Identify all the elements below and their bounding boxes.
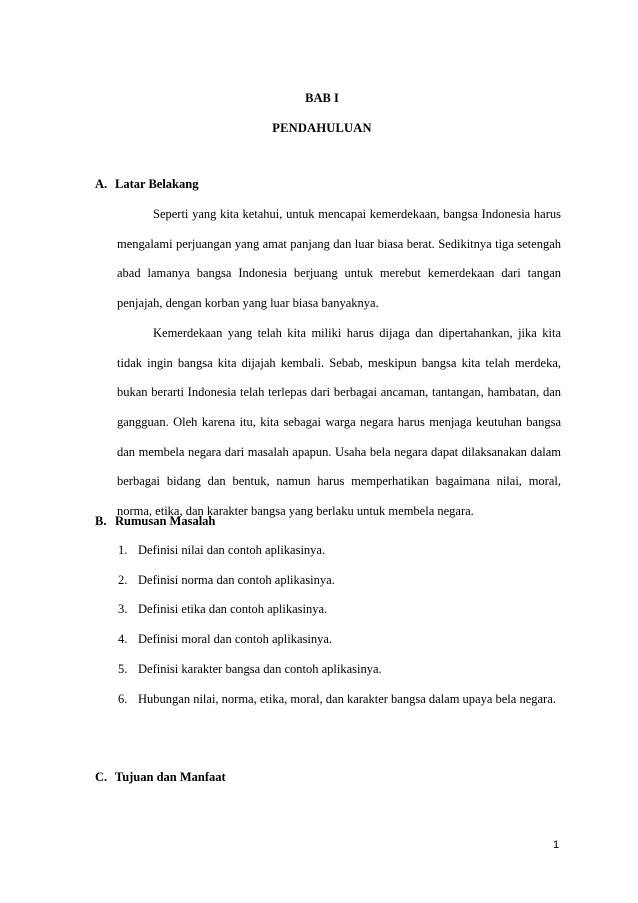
list-text: Definisi moral dan contoh aplikasinya. — [138, 632, 333, 647]
list-item — [117, 595, 561, 625]
list-text: Definisi norma dan contoh aplikasinya. — [138, 572, 335, 587]
section-c-title: Tujuan dan Manfaat — [115, 770, 226, 784]
list-text: Definisi karakter bangsa dan contoh aplikasinya. — [138, 661, 382, 676]
section-c-heading — [95, 770, 226, 785]
chapter-title: PENDAHULUAN — [272, 121, 372, 135]
list-number: 3. — [118, 602, 128, 617]
list-number: 4. — [118, 632, 128, 647]
page-number: 1 — [553, 839, 560, 851]
chapter-number: BAB I — [305, 91, 339, 105]
list-item — [117, 655, 561, 685]
problem-list — [117, 536, 561, 714]
list-number: 6. — [118, 691, 128, 706]
list-text: Definisi etika dan contoh aplikasinya. — [138, 602, 328, 617]
section-a-label: A. — [95, 177, 108, 191]
list-number: 1. — [118, 543, 128, 557]
list-item — [117, 536, 561, 566]
section-c-label: C. — [95, 770, 108, 784]
paragraph: Kemerdekaan yang telah kita miliki harus dijaga dan dipertahankan, jika kita tidak ingin bangsa kita dijajah kembali. Sebab, meskipun bangsa kita telah merdeka, bukan berarti Indonesia telah terlepas dari berbagai ancaman, tantangan, hambatan, dan gangguan. Oleh karena itu, kita sebagai warga negara harus menjaga keutuhan bangsa dan membela negara dari masalah apapun. Usaha bela negara dapat dilaksanakan dalam berbagai bidang dan bentuk, namun harus memperhatikan bagaimana nilai, moral, norma, etika, dan karakter bangsa yang berlaku untuk membela negara. — [117, 325, 561, 519]
section-b-label: B. — [95, 514, 107, 528]
paragraph: Seperti yang kita ketahui, untuk mencapai kemerdekaan, bangsa Indonesia harus mengalami perjuangan yang amat panjang dan luar biasa berat. Sedikitnya tiga setengah abad lamanya bangsa Indonesia berjuang untuk merebut kemerdekaan dari tangan penjajah, dengan korban yang luar biasa banyaknya. — [117, 207, 561, 311]
list-text: Definisi nilai dan contoh aplikasinya. — [138, 543, 326, 557]
list-item — [117, 566, 561, 596]
section-b-heading — [95, 514, 215, 529]
section-a-title: Latar Belakang — [115, 177, 199, 191]
section-b-title: Rumusan Masalah — [115, 514, 216, 528]
list-number: 5. — [118, 661, 128, 676]
list-item — [117, 685, 561, 715]
section-a-heading — [95, 177, 198, 192]
list-number: 2. — [118, 572, 128, 587]
section-a-body — [117, 200, 561, 527]
list-text: Hubungan nilai, norma, etika, moral, dan karakter bangsa dalam upaya bela negara. — [138, 691, 556, 706]
list-item — [117, 625, 561, 655]
